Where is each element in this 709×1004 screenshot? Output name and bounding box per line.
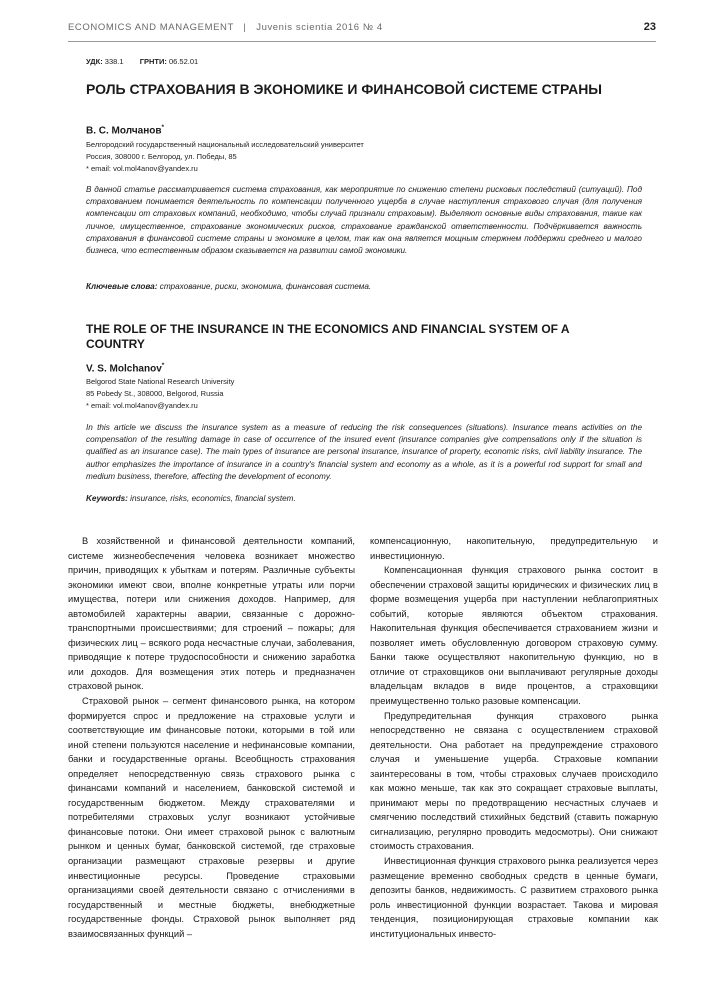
keywords-russian <box>86 282 642 291</box>
affiliation-line: Белгородский государственный национальный исследовательский университет <box>86 140 364 149</box>
body-paragraph: Инвестиционная функция страхового рынка реализуется через размещение временно свободных средств в ценные бумаги, депозиты банков, недвижимость. С развитием страхового рынка роль инвестиционной функции возрастает. Такова и мировая тенденция, позиционирующая страховые компании как институциональных инвесто- <box>370 856 658 939</box>
abstract-russian: В данной статье рассматривается система страхования, как мероприятие по снижению степени рисковых последствий (ситуаций). Под страхованием понимается деятельность по компенсации полученного ущерба в случае наступления страхового случая (для получения компенсации от страховых компаний, необходимо, чтобы случай признали страховым). Выделяют основные виды страхования, такие как личное, имущественное, страхование экономических рисков, страхование гражданской ответственности. Подчёркивается важность страхования в финансовой системе страны и экономике в целом, так как она является мощным стержнем поддержки среднего и малого бизнеса, что естественным образом сказывается на развитии самой экономики. <box>86 185 642 256</box>
keywords-english <box>86 494 642 503</box>
author-footnote-mark: * <box>161 362 165 369</box>
body-paragraph: Предупредительная функция страхового рынка непосредственно не связана с осуществлением страховой деятельности. Она работает на предупреждение страхового случая и уменьшение ущерба. Страховые компании заинтересованы в том, чтобы страховых случаев происходило как можно меньше, так как это сокращает страховые выплаты, принимают меры по предотвращению несчастных случаев и смягчению последствий стихийных бедствий (ставить пожарную сигнализацию, регулярно проводить медосмотры). Они снижают стоимость страхования. <box>370 710 658 852</box>
author-footnote-mark: * <box>161 124 165 131</box>
affiliation-email: * email: vol.mol4anov@yandex.ru <box>86 164 198 173</box>
body-paragraph: Компенсационная функция страхового рынка состоит в обеспечении страховой защиты юридических и физических лиц в форме возмещения ущерба при наступлении неблагоприятных событий, которые являются объектом страхования. Накопительная функция обеспечивается страхованием жизни и позволяет иметь обусловленную договором страховую сумму. Банки также осуществляют накопительную функцию, но в отличие от страховщиков они выплачивают регулярные доходы владельцам вкладов в виде процентов, а страховщики преимущественно только разовые компенсации. <box>370 565 658 707</box>
author-name: В. С. Молчанов <box>86 125 162 137</box>
body-column-right <box>370 534 658 941</box>
author-name: V. S. Molchanov <box>86 363 162 375</box>
affiliation-email: * email: vol.mol4anov@yandex.ru <box>86 401 198 410</box>
body-column-left <box>68 534 355 941</box>
running-header <box>68 22 656 38</box>
body-paragraph: В хозяйственной и финансовой деятельности компаний, системе жизнеобеспечения человека возникает множество причин, приводящих к убыткам и потерям. Различные субъекты экономики имеют свои, вполне конкретные утраты или порчи имущества, потери или снижения доходов. Например, для автомобилей характерны аварии, связанные с дорожно-транспортными происшествиями; для строений – пожары; для физических лиц – всякого рода несчастные случаи, заболевания, приводящие к потере трудоспособности и снижению заработка или доходов. Для возмещения этих потерь и предназначен страховой рынок. <box>68 536 355 692</box>
keywords-label: Ключевые слова: <box>86 282 158 291</box>
keywords-label: Keywords: <box>86 494 128 503</box>
classification-codes <box>86 57 198 66</box>
author-russian <box>86 124 164 136</box>
affiliation-russian <box>86 139 364 175</box>
abstract-english: In this article we discuss the insurance system as a measure of reducing the risk consequences (situations). Insurance means activities on the compensation of the resulting damage in case of occurrence of the insured event (insurance companies give compensations only if the situation is qualified as an insurance case). The main types of insurance are personal insurance, insurance of property, economic risks, civil liability insurance. The author emphasizes the importance of insurance in a country's financial system and economy as a whole, as it is a powerful rod support for small and medium business, therefore, affecting the development of economy. <box>86 423 642 481</box>
affiliation-line: Россия, 308000 г. Белгород, ул. Победы, 85 <box>86 152 237 161</box>
title-russian: РОЛЬ СТРАХОВАНИЯ В ЭКОНОМИКЕ И ФИНАНСОВОЙ СИСТЕМЕ СТРАНЫ <box>86 81 603 97</box>
header-rule <box>68 41 656 42</box>
keywords-list: insurance, risks, economics, financial system. <box>130 494 296 503</box>
title-english: THE ROLE OF THE INSURANCE IN THE ECONOMICS AND FINANCIAL SYSTEM OF A COUNTRY <box>86 322 570 351</box>
keywords-list: страхование, риски, экономика, финансовая система. <box>159 282 372 291</box>
affiliation-line: Belgorod State National Research University <box>86 377 235 386</box>
udk-value: 338.1 <box>104 57 124 66</box>
journal-name: ECONOMICS AND MANAGEMENT | Juvenis scientia 2016 № 4 <box>68 22 383 33</box>
body-paragraph: компенсационную, накопительную, предупредительную и инвестиционную. <box>370 536 658 561</box>
grnti-value: 06.52.01 <box>169 57 199 66</box>
author-english <box>86 362 164 374</box>
affiliation-line: 85 Pobedy St., 308000, Belgorod, Russia <box>86 389 224 398</box>
body-paragraph: Страховой рынок – сегмент финансового рынка, на котором формируется спрос и предложение на страховые услуги и соответствующие им финансовые потоки, которыми в той или иной степени пользуются население и нефинансовые компании, банки и государственные органы. Всеобщность страхования определяет непосредственную связь страхового рынка с финансами компаний и населением, банковской системой и государственным бюджетом. Между страхователями и потребителями страховых услуг возникают устойчивые финансовые потоки. Они имеет страховой рынок с валютным рынком и ценных бумаг, банковской системой, где страховые организации размещают страховые резервы и другие инвестиционные ресурсы. Проведение страховыми организациями своей деятельности связано с отчислениями в государственный и местные бюджеты, внебюджетные государственные фонды. Страховой рынок выполняет ряд взаимосвязанных функций – <box>68 696 355 939</box>
udk-label: УДК: <box>86 57 103 66</box>
grnti-label: ГРНТИ: <box>139 57 167 66</box>
affiliation-english <box>86 376 234 412</box>
page-number: 23 <box>643 21 656 33</box>
